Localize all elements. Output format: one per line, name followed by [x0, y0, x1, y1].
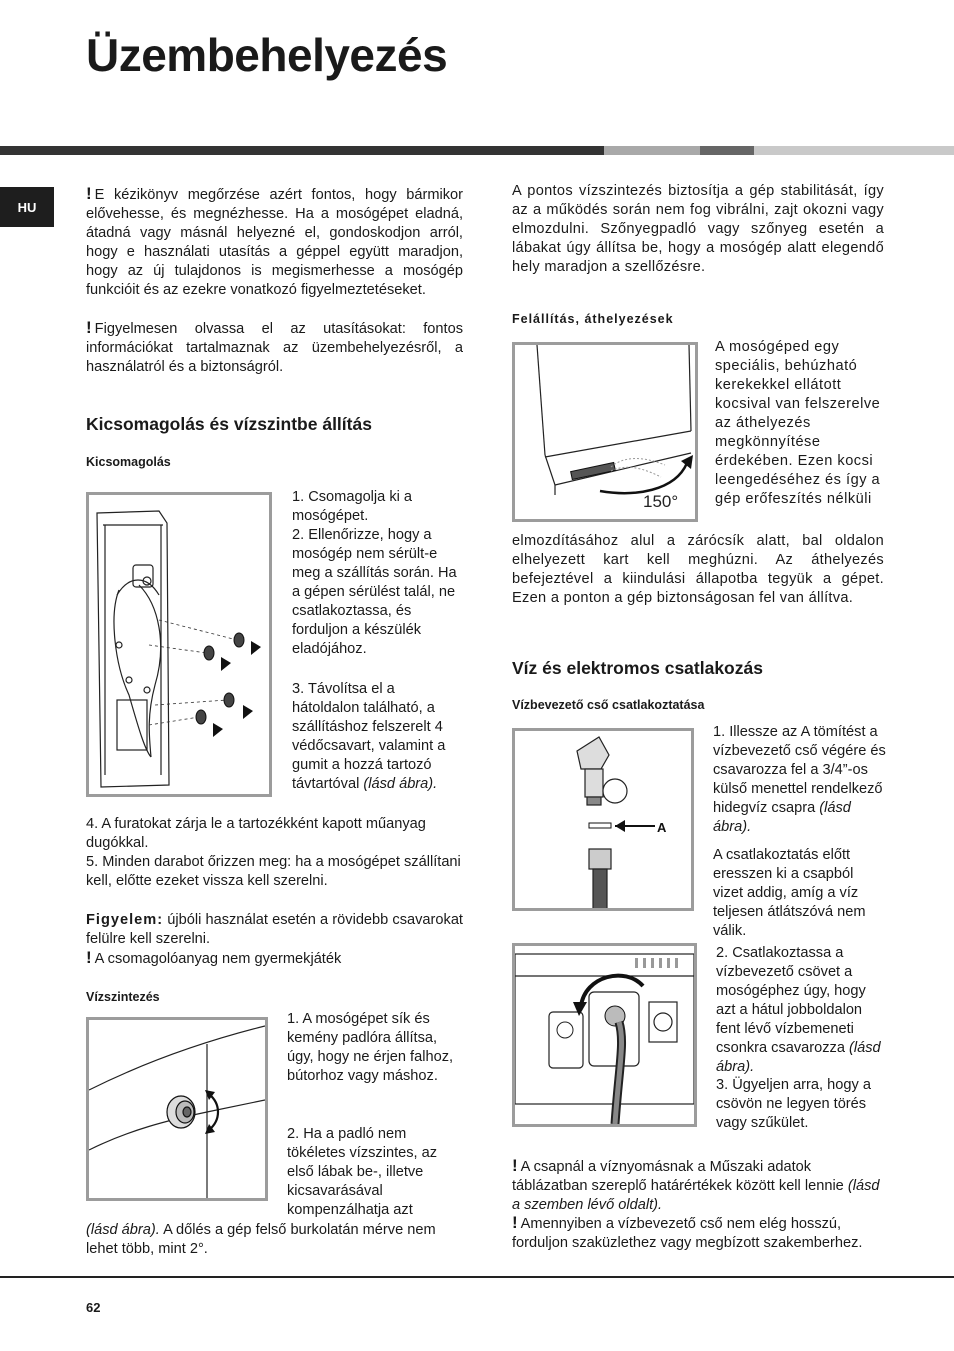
unpack-step-2: 2. Ellenőrizze, hogy a mosógép nem sérült-e meg a szállítás során. Ha a gépen sérülést talál, ne csatlakoztassa, és forduljon a készülék eladójához. — [292, 527, 457, 657]
exclamation-icon: ! — [86, 318, 92, 337]
exclamation-icon: ! — [86, 184, 92, 203]
language-tab: HU — [0, 187, 54, 227]
section-title-water-electric: Víz és elektromos csatlakozás — [512, 658, 763, 678]
unpack-step-3: 3. Távolítsa el a hátoldalon található, a szállításhoz felszerelt 4 védőcsavart, valamint a gumit a hozzá tartozó távtartóval (lásd ábra). — [292, 681, 446, 792]
header-bar-gray — [604, 146, 700, 155]
intro-note-2: ! Figyelmesen olvassa el az utasításokat: fontos információkat tartalmaznak az üzembehelyezésről, a használatról és a biztonságról. — [86, 318, 463, 375]
inlet-note-1: ! A csapnál a víznyomásnak a Műszaki adatok táblázatban szereplő határértékek között kell lennie (lásd a szemben lévő oldalt). — [512, 1156, 880, 1213]
figure-inlet-hose-machine — [512, 943, 697, 1127]
unpack-warning: Figyelem: újbóli használat esetén a rövidebb csavarokat felülre kell szerelni. — [86, 912, 463, 947]
level-step-2: 2. Ha a padló nem tökéletes vízszintes, az első lábak be-, illetve kicsavarásával kompenzálhatja azt — [287, 1126, 438, 1218]
trolley-lever-illustration — [515, 345, 695, 519]
header-bar-mid — [700, 146, 754, 155]
figure-leveling-foot — [86, 1017, 268, 1201]
inlet-hose-tap-illustration — [515, 731, 691, 908]
inlet-step-1: 1. Illessze az A tömítést a vízbevezető cső végére és csavarozza fel a 3/4”-os külső menettel rendelkező hidegvíz csapra (lásd ábra). — [713, 724, 886, 835]
leveling-intro: A pontos vízszintezés biztosítja a gép stabilitását, így az a működés során nem fog vibrálni, zajt okozni vagy elmozdulni. Szőnyegpadló vagy szőnyeg esetén a lábakat úgy állítsa be, hogy a mosógép alatt elegendő hely maradjon a szellőzésre. — [512, 183, 884, 275]
subheading-move: Felállítás, áthelyezések — [512, 312, 674, 326]
subheading-unpack: Kicsomagolás — [86, 455, 171, 469]
seal-label: A — [657, 820, 667, 835]
figure-inlet-hose-tap — [512, 728, 694, 911]
exclamation-icon: ! — [86, 948, 92, 967]
unpack-step-5: 5. Minden darabot őrizzen meg: ha a mosógépet szállítani kell, előtte ezeket vissza kell szerelni. — [86, 854, 461, 889]
inlet-step-3: 3. Ügyeljen arra, hogy a csövön ne legyen törés vagy szűkület. — [716, 1077, 871, 1131]
page-number: 62 — [86, 1300, 101, 1315]
transport-screws-illustration — [89, 495, 269, 794]
exclamation-icon: ! — [512, 1213, 518, 1232]
angle-label: 150° — [643, 492, 679, 511]
subheading-level: Vízszintezés — [86, 990, 160, 1004]
intro-note-1: ! E kézikönyv megőrzése azért fontos, hogy bármikor elővehesse, és megnézhesse. Ha a mosógépet eladná, átadná vagy másnál helyezné el, gondoskodjon arról, hogy e használati utasítás a géppel együtt maradjon, hogy az új tulajdonos is megismerhesse a mosógép funkcióit és az ezekre vonatkozó figyelmeztetéseket. — [86, 184, 463, 298]
figure-trolley-lever — [512, 342, 698, 522]
level-step-1: 1. A mosógépet sík és kemény padlóra állítsa, úgy, hogy ne érjen falhoz, bútorhoz vagy máshoz. — [287, 1011, 454, 1084]
inlet-hose-machine-illustration — [515, 946, 694, 1124]
inlet-note-2: ! Amennyiben a vízbevezető cső nem elég hosszú, forduljon szaküzlethez vagy megbízott szakemberhez. — [512, 1213, 863, 1251]
footer-rule — [0, 1276, 954, 1278]
subheading-inlet: Vízbevezető cső csatlakoztatása — [512, 698, 705, 712]
move-text-full: elmozdításához alul a zárócsík alatt, bal oldalon elhelyezett kart kell meghúzni. Az áthelyezés befejeztével a kiindulási állapotba tegyük a gépet. Ezen a ponton a gép biztonságosan fel van állítva. — [512, 533, 884, 606]
move-text-side: A mosógéped egy speciális, behúzható kerekekkel ellátott kocsival van felszerelve az áthelyezés megkönnyítése érdekében. Ezen kocsi leengedéséhez és így a gép erőfeszítés nélküli — [715, 339, 881, 507]
header-bar-dark — [0, 146, 604, 155]
unpack-note: ! A csomagolóanyag nem gyermekjáték — [86, 948, 342, 967]
page-title: Üzembehelyezés — [86, 29, 448, 81]
header-bar-light — [754, 146, 954, 155]
leveling-foot-illustration — [89, 1020, 265, 1198]
level-step-2-cont: (lásd ábra). A dőlés a gép felső burkolatán mérve nem lehet több, mint 2°. — [86, 1222, 436, 1257]
section-title-unpack-level: Kicsomagolás és vízszintbe állítás — [86, 414, 372, 434]
exclamation-icon: ! — [512, 1156, 518, 1175]
inlet-step-1-note: A csatlakoztatás előtt eresszen ki a csapból vizet addig, amíg a víz teljesen átlátszóvá nem válik. — [713, 847, 866, 939]
unpack-step-1: 1. Csomagolja ki a mosógépet. — [292, 489, 413, 524]
figure-transport-screws — [86, 492, 272, 797]
inlet-step-2: 2. Csatlakoztassa a vízbevezető csövet a mosógéphez úgy, hogy azt a hátul jobboldalon fent lévő vízbemeneti csonkra csavarozza (lásd ábra). — [716, 945, 881, 1075]
unpack-step-4: 4. A furatokat zárja le a tartozékként kapott műanyag dugókkal. — [86, 816, 426, 851]
